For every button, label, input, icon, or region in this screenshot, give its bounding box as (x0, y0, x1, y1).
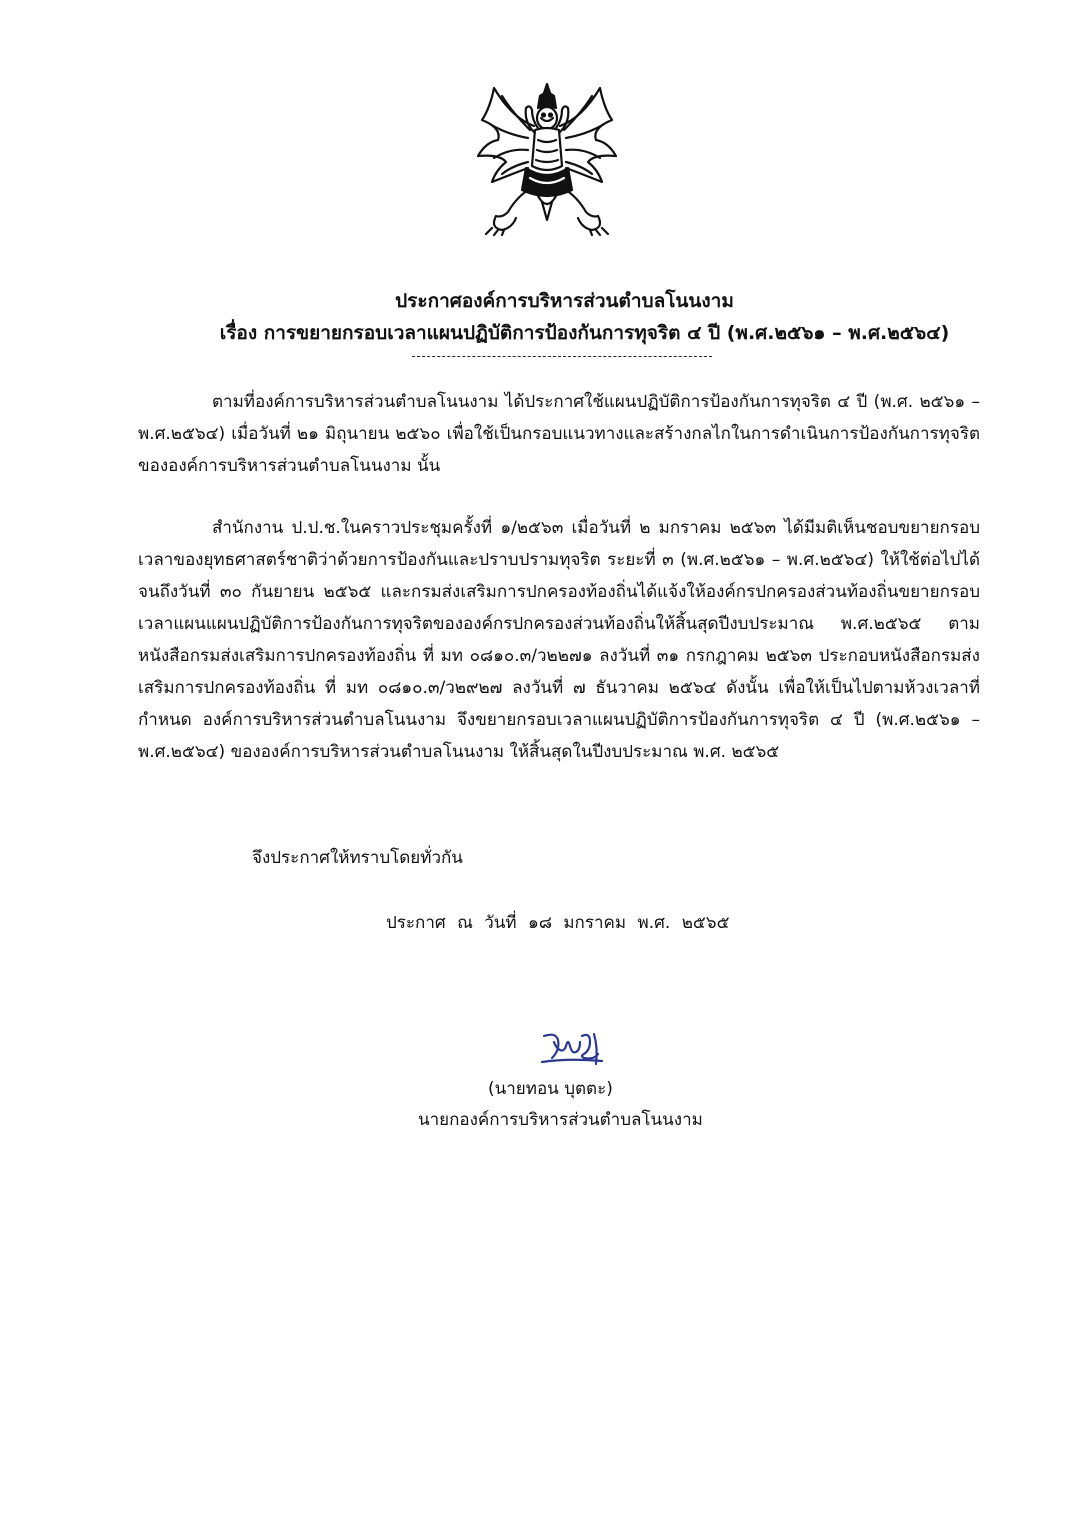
title-divider (412, 356, 712, 357)
garuda-emblem-icon (472, 78, 622, 236)
handwritten-signature-icon (538, 1028, 608, 1068)
body-paragraph-1: ตามที่องค์การบริหารส่วนตำบลโนนงาม ได้ประกาศใช้แผนปฏิบัติการป้องกันการทุจริต ๔ ปี (พ.ศ. ๒๕๖๑ – พ.ศ.๒๕๖๔) เมื่อวันที่ ๒๑ มิถุนายน ๒๕๖๐ เพื่อใช้เป็นกรอบแนวทางและสร้างกลไกในการดำเนินการป้องกันการทุจริตขององค์การบริหารส่วนตำบลโนนงาม นั้น (138, 392, 980, 476)
announcement-title: ประกาศองค์การบริหารส่วนตำบลโนนงาม (395, 290, 734, 312)
announcement-subject: เรื่อง การขยายกรอบเวลาแผนปฏิบัติการป้องกันการทุจริต ๔ ปี (พ.ศ.๒๕๖๑ – พ.ศ.๒๕๖๔) (219, 322, 950, 344)
closing-statement: จึงประกาศให้ทราบโดยทั่วกัน (252, 848, 463, 868)
signer-name: (นายทอน บุตตะ) (488, 1079, 613, 1099)
body-paragraph-2: สำนักงาน ป.ป.ช.ในคราวประชุมครั้งที่ ๑/๒๕๖๓ เมื่อวันที่ ๒ มกราคม ๒๕๖๓ ได้มีมติเห็นชอบขยายกรอบเวลาของยุทธศาสตร์ชาติว่าด้วยการป้องกันและปราบปรามทุจริต ระยะที่ ๓ (พ.ศ.๒๕๖๑ – พ.ศ.๒๕๖๔) ให้ใช้ต่อไปได้จนถึงวันที่ ๓๐ กันยายน ๒๕๖๕ และกรมส่งเสริมการปกครองท้องถิ่นได้แจ้งให้องค์กรปกครองส่วนท้องถิ่นขยายกรอบเวลาแผนแผนปฏิบัติการป้องกันการทุจริตขององค์กรปกครองส่วนท้องถิ่นให้สิ้นสุดปีงบประมาณ พ.ศ.๒๕๖๕ ตามหนังสือกรมส่งเสริมการปกครองท้องถิ่น ที่ มท ๐๘๑๐.๓/ว๒๒๗๑ ลงวันที่ ๓๑ กรกฎาคม ๒๕๖๓ ประกอบหนังสือกรมส่งเสริมการปกครองท้องถิ่น ที่ มท ๐๘๑๐.๓/ว๒๙๒๗ ลงวันที่ ๗ ธันวาคม ๒๕๖๔ ดังนั้น เพื่อให้เป็นไปตามห้วงเวลาที่กำหนด องค์การบริหารส่วนตำบลโนนงาม จึงขยายกรอบเวลาแผนปฏิบัติการป้องกันการทุจริต ๔ ปี (พ.ศ.๒๕๖๑ – พ.ศ.๒๕๖๔) ขององค์การบริหารส่วนตำบลโนนงาม ให้สิ้นสุดในปีงบประมาณ พ.ศ. ๒๕๖๕ (138, 518, 980, 762)
announcement-date: ประกาศ ณ วันที่ ๑๘ มกราคม พ.ศ. ๒๕๖๕ (386, 913, 730, 933)
signer-position: นายกองค์การบริหารส่วนตำบลโนนงาม (418, 1110, 703, 1130)
